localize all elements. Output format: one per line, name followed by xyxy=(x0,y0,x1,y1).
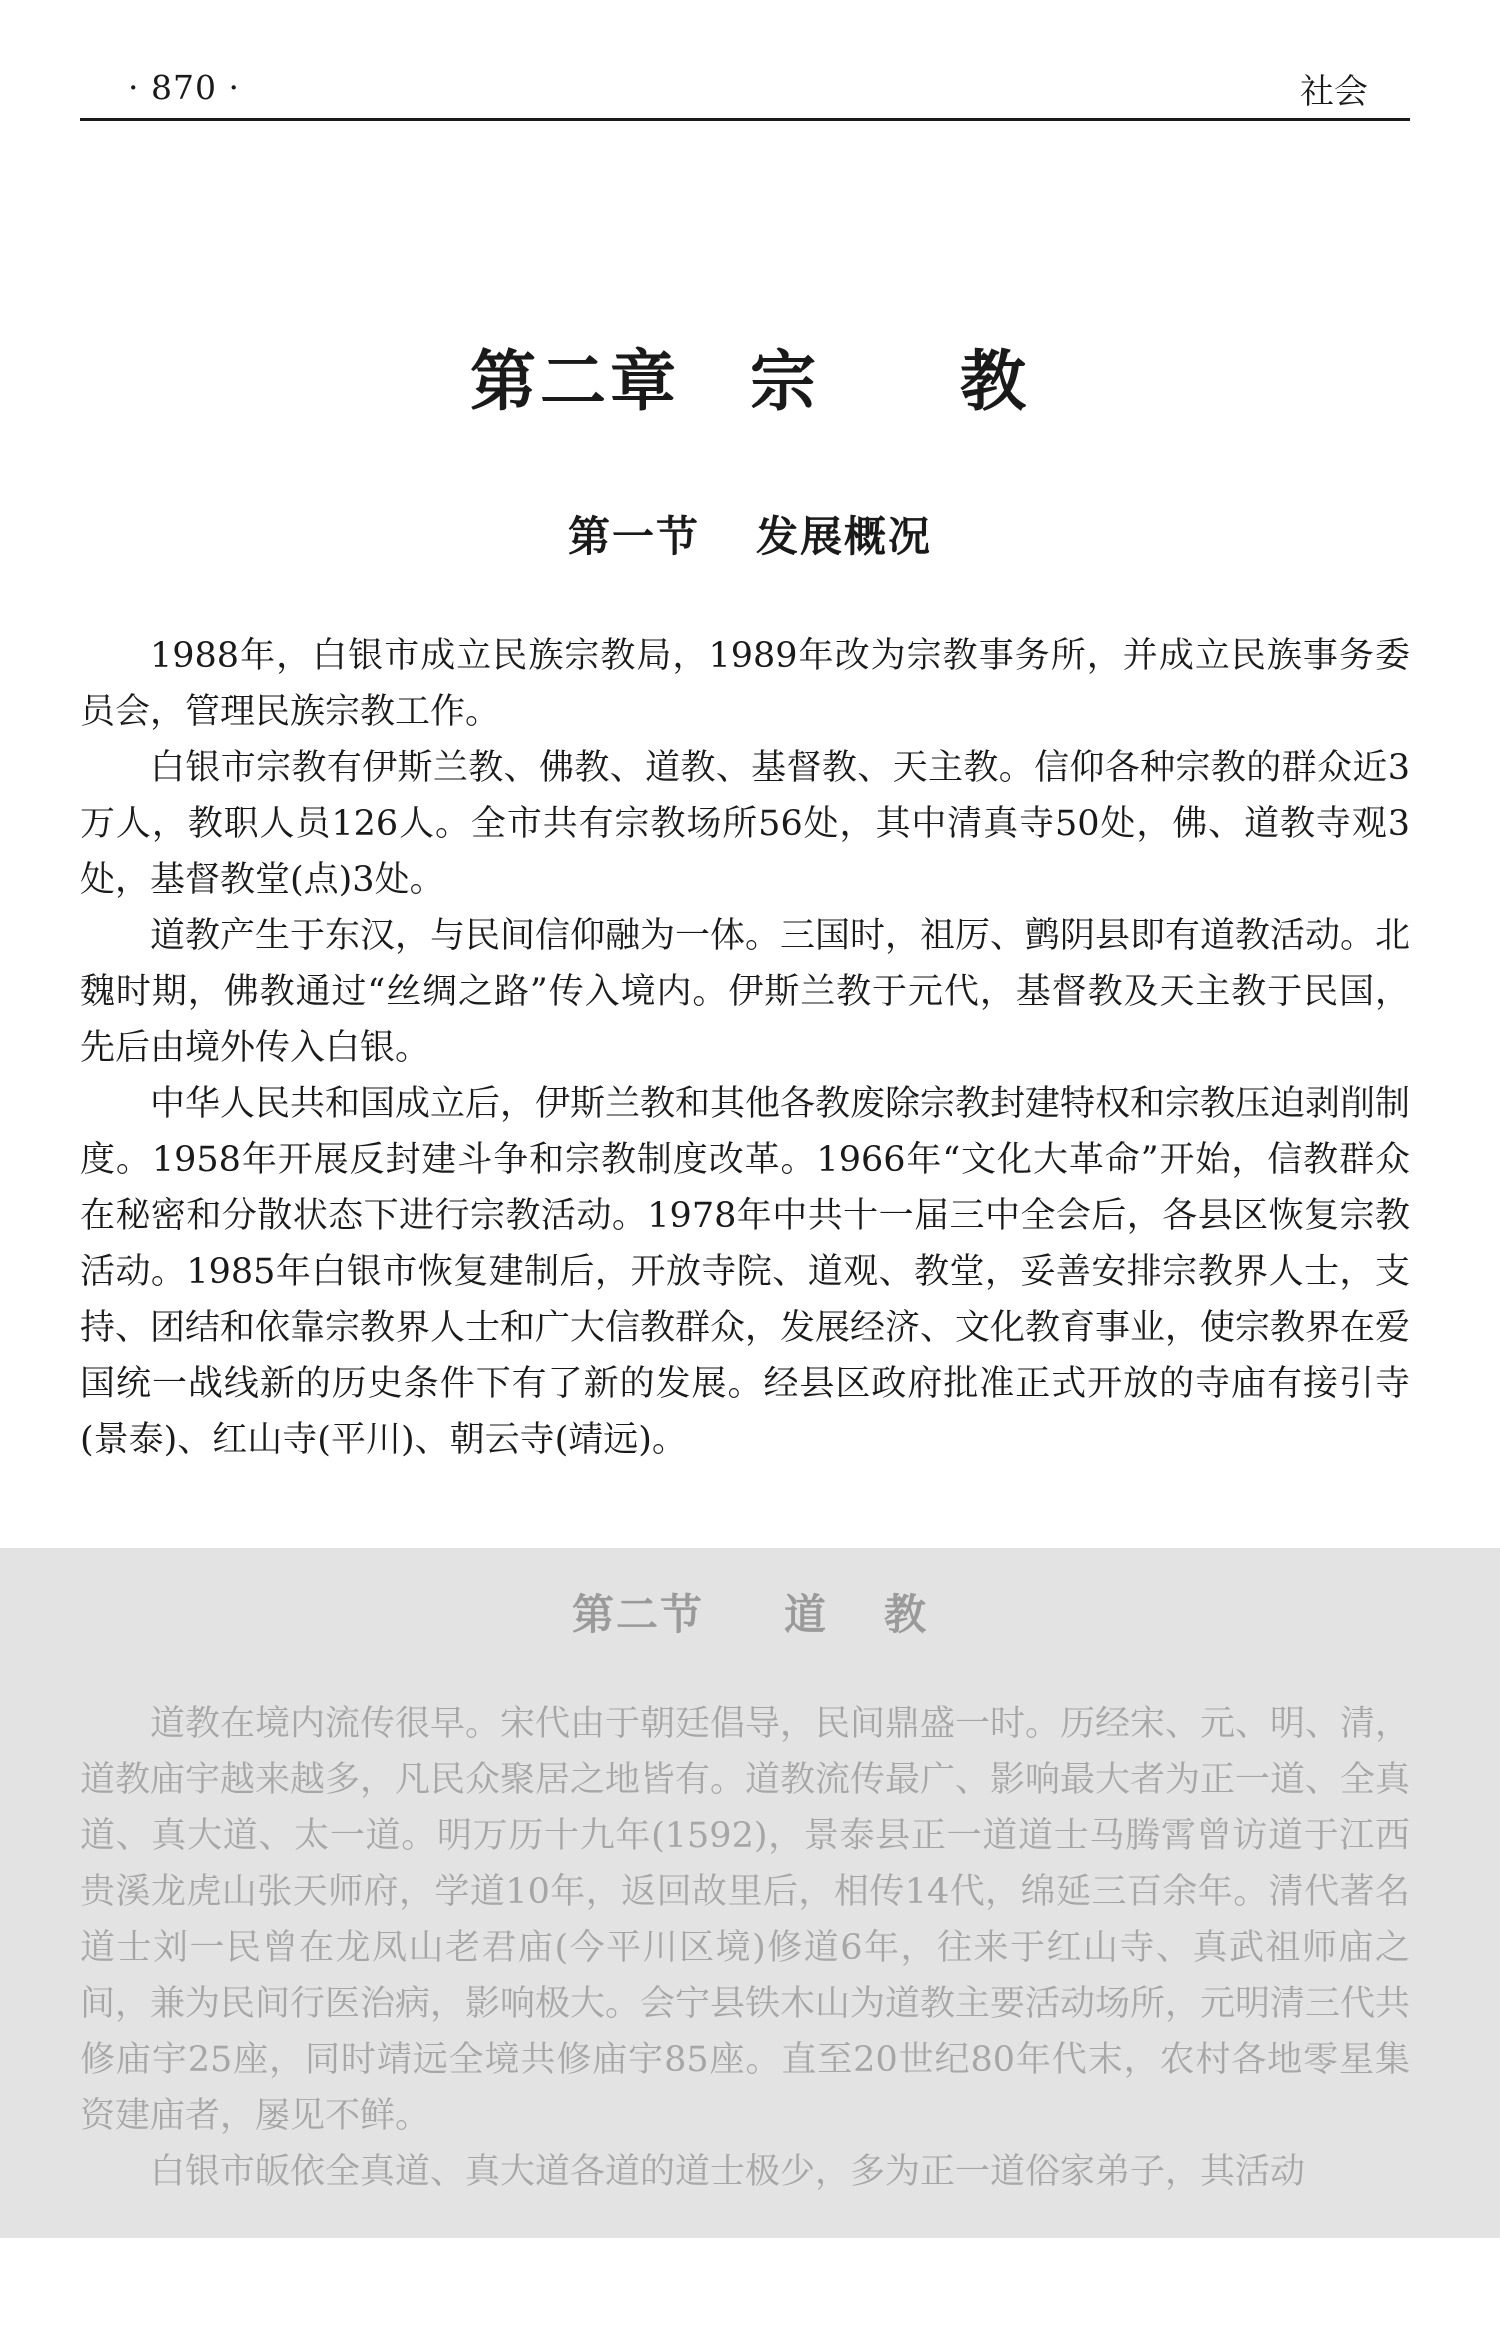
chapter-title-word1: 宗 xyxy=(750,343,820,420)
section-2-body xyxy=(80,1696,1410,2200)
section-2-title xyxy=(0,1582,1500,1642)
section-1-body xyxy=(80,628,1410,1468)
running-head: 社会 xyxy=(1300,72,1368,112)
paragraph: 道教在境内流传很早。宋代由于朝廷倡导，民间鼎盛一时。历经宋、元、明、清，道教庙宇越来越多，凡民众聚居之地皆有。道教流传最广、影响最大者为正一道、全真道、真大道、太一道。明万历十九年(1592)，景泰县正一道道士马腾霄曾访道于江西贵溪龙虎山张天师府，学道10年，返回故里后，相传14代，绵延三百余年。清代著名道士刘一民曾在龙凤山老君庙(今平川区境)修道6年，往来于红山寺、真武祖师庙之间，兼为民间行医治病，影响极大。会宁县铁木山为道教主要活动场所，元明清三代共修庙宇25座，同时靖远全境共修庙宇85座。直至20世纪80年代末，农村各地零星集资建庙者，屡见不鲜。 xyxy=(80,1704,1411,2136)
chapter-title-word2: 教 xyxy=(960,343,1030,420)
section-2-word1: 道 xyxy=(783,1590,828,1639)
paragraph: 中华人民共和国成立后，伊斯兰教和其他各教废除宗教封建特权和宗教压迫剥削制度。1958年开展反封建斗争和宗教制度改革。1966年“文化大革命”开始，信教群众在秘密和分散状态下进行宗教活动。1978年中共十一届三中全会后，各县区恢复宗教活动。1985年白银市恢复建制后，开放寺院、道观、教堂，妥善安排宗教界人士，支持、团结和依靠宗教界人士和广大信教群众，发展经济、文化教育事业，使宗教界在爱国统一战线新的历史条件下有了新的发展。经县区政府批准正式开放的寺庙有接引寺(景泰)、红山寺(平川)、朝云寺(靖远)。 xyxy=(80,1084,1411,1460)
section-1-title xyxy=(0,504,1500,564)
section-2-number: 第二节 xyxy=(571,1590,704,1639)
page-number: · 870 · xyxy=(128,68,240,107)
faded-section-region xyxy=(0,1548,1500,2238)
paragraph: 1988年，白银市成立民族宗教局，1989年改为宗教事务所，并成立民族事务委员会，管理民族宗教工作。 xyxy=(80,636,1410,732)
paragraph: 白银市宗教有伊斯兰教、佛教、道教、基督教、天主教。信仰各种宗教的群众近3万人，教职人员126人。全市共有宗教场所56处，其中清真寺50处，佛、道教寺观3处，基督教堂(点)3处。 xyxy=(80,748,1410,900)
page-header xyxy=(80,58,1410,121)
section-2-word2: 教 xyxy=(884,1590,929,1639)
section-1-name: 发展概况 xyxy=(756,512,933,561)
paragraph: 白银市皈依全真道、真大道各道的道士极少，多为正一道俗家弟子，其活动 xyxy=(150,2152,1306,2192)
section-1-number: 第一节 xyxy=(567,512,700,561)
paragraph: 道教产生于东汉，与民间信仰融为一体。三国时，祖厉、鹯阴县即有道教活动。北魏时期，佛教通过“丝绸之路”传入境内。伊斯兰教于元代，基督教及天主教于民国，先后由境外传入白银。 xyxy=(80,916,1411,1068)
chapter-title xyxy=(0,328,1500,423)
chapter-title-number: 第二章 xyxy=(470,343,680,420)
